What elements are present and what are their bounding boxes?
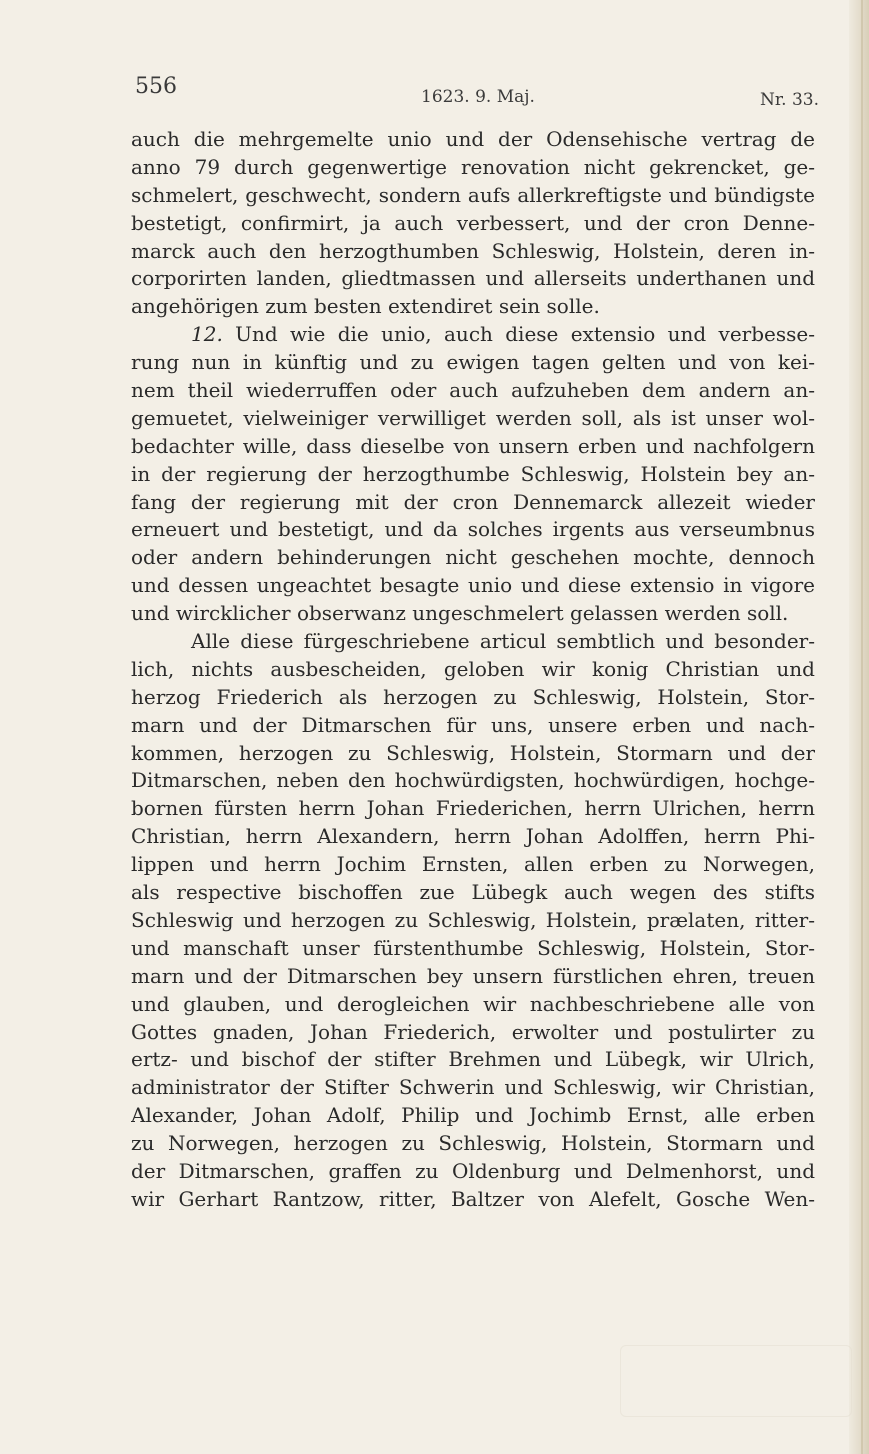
text-line: Gottes gnaden, Johan Friederich, erwolter und postulirter zu [131, 1019, 815, 1044]
text-line: lich, nichts ausbescheiden, geloben wir konig Christian und [131, 656, 815, 681]
text-line: schmelert, geschwecht, sondern aufs allerkreftigste und bündigste [131, 182, 815, 207]
text-line: corporirten landen, gliedtmassen und allerseits underthanen und [131, 266, 815, 291]
text-line: erneuert und bestetigt, und da solches irgents aus verseumbnus [131, 517, 815, 542]
text-line: kommen, herzogen zu Schleswig, Holstein, Stormarn und der [131, 740, 815, 765]
text-line: lippen und herrn Jochim Ernsten, allen erben zu Norwegen, [131, 852, 815, 877]
text-line: in der regierung der herzogthumbe Schleswig, Holstein bey an- [131, 461, 815, 486]
text-line: Und wie die unio, auch diese extensio und verbesse- [235, 322, 815, 347]
running-header [131, 74, 821, 114]
text-line: auch die mehrgemelte unio und der Odensehische vertrag de [131, 127, 815, 151]
text-line: rung nun in künftig und zu ewigen tagen gelten und von kei- [131, 350, 815, 375]
page-edge-shadow [861, 0, 863, 1454]
text-line: marn und der Ditmarschen für uns, unsere erben und nach- [131, 712, 815, 737]
text-line: oder andern behinderungen nicht geschehen mochte, dennoch [131, 545, 815, 570]
text-line: fang der regierung mit der cron Dennemarck allezeit wieder [131, 489, 815, 514]
text-line: und wircklicher obserwanz ungeschmelert gelassen werden soll. [131, 601, 789, 626]
text-line: Alexander, Johan Adolf, Philip und Jochimb Ernst, alle erben [131, 1103, 815, 1128]
text-line: wir Gerhart Rantzow, ritter, Baltzer von Alefelt, Gosche Wen- [131, 1186, 815, 1211]
text-line: herzog Friederich als herzogen zu Schleswig, Holstein, Stor- [131, 684, 815, 709]
page-number: 556 [135, 74, 177, 99]
text-line: anno 79 durch gegenwertige renovation nicht gekrencket, ge- [131, 154, 815, 179]
text-line: der Ditmarschen, graffen zu Oldenburg und Delmenhorst, und [131, 1158, 815, 1183]
text-line: und dessen ungeachtet besagte unio und diese extensio in vigore [131, 573, 815, 598]
body-text [131, 126, 815, 1214]
text-line: bestetigt, confirmirt, ja auch verbessert, und der cron Denne- [131, 210, 815, 235]
text-line: marn und der Ditmarschen bey unsern fürstlichen ehren, treuen [131, 963, 815, 988]
text-line: und manschaft unser fürstenthumbe Schleswig, Holstein, Stor- [131, 935, 815, 960]
text-line: angehörigen zum besten extendiret sein solle. [131, 294, 600, 319]
text-line: bornen fürsten herrn Johan Friederichen, herrn Ulrichen, herrn [131, 796, 815, 821]
text-line: Christian, herrn Alexandern, herrn Johan Adolffen, herrn Phi- [131, 824, 815, 849]
document-number: Nr. 33. [760, 90, 819, 110]
text-line: bedachter wille, dass dieselbe von unsern erben und nachfolgern [131, 433, 815, 458]
page-edge [849, 0, 869, 1454]
text-line: nem theil wiederruffen oder auch aufzuheben dem andern an- [131, 378, 815, 403]
text-line: zu Norwegen, herzogen zu Schleswig, Holstein, Stormarn und [131, 1131, 815, 1156]
text-line: Ditmarschen, neben den hochwürdigsten, hochwürdigen, hochge- [131, 768, 815, 793]
text-line: Schleswig und herzogen zu Schleswig, Holstein, prælaten, ritter- [131, 907, 815, 932]
header-date: 1623. 9. Maj. [421, 87, 535, 107]
text-line: Alle diese fürgeschriebene articul sembtlich und besonder- [191, 629, 815, 654]
text-line: als respective bischoffen zue Lübegk auch wegen des stifts [131, 880, 815, 905]
text-line: marck auch den herzogthumben Schleswig, Holstein, deren in- [131, 238, 815, 263]
text-line: und glauben, und derogleichen wir nachbeschriebene alle von [131, 991, 815, 1016]
text-line: gemuetet, vielweiniger verwilliget werden soll, als ist unser wol- [131, 405, 815, 430]
text-line: administrator der Stifter Schwerin und Schleswig, wir Christian, [131, 1075, 815, 1100]
text-line: ertz- und bischof der stifter Brehmen und Lübegk, wir Ulrich, [131, 1047, 815, 1072]
paper-texture-mark [620, 1345, 852, 1417]
article-number: 12. [191, 322, 223, 347]
article-first-line [131, 321, 815, 349]
